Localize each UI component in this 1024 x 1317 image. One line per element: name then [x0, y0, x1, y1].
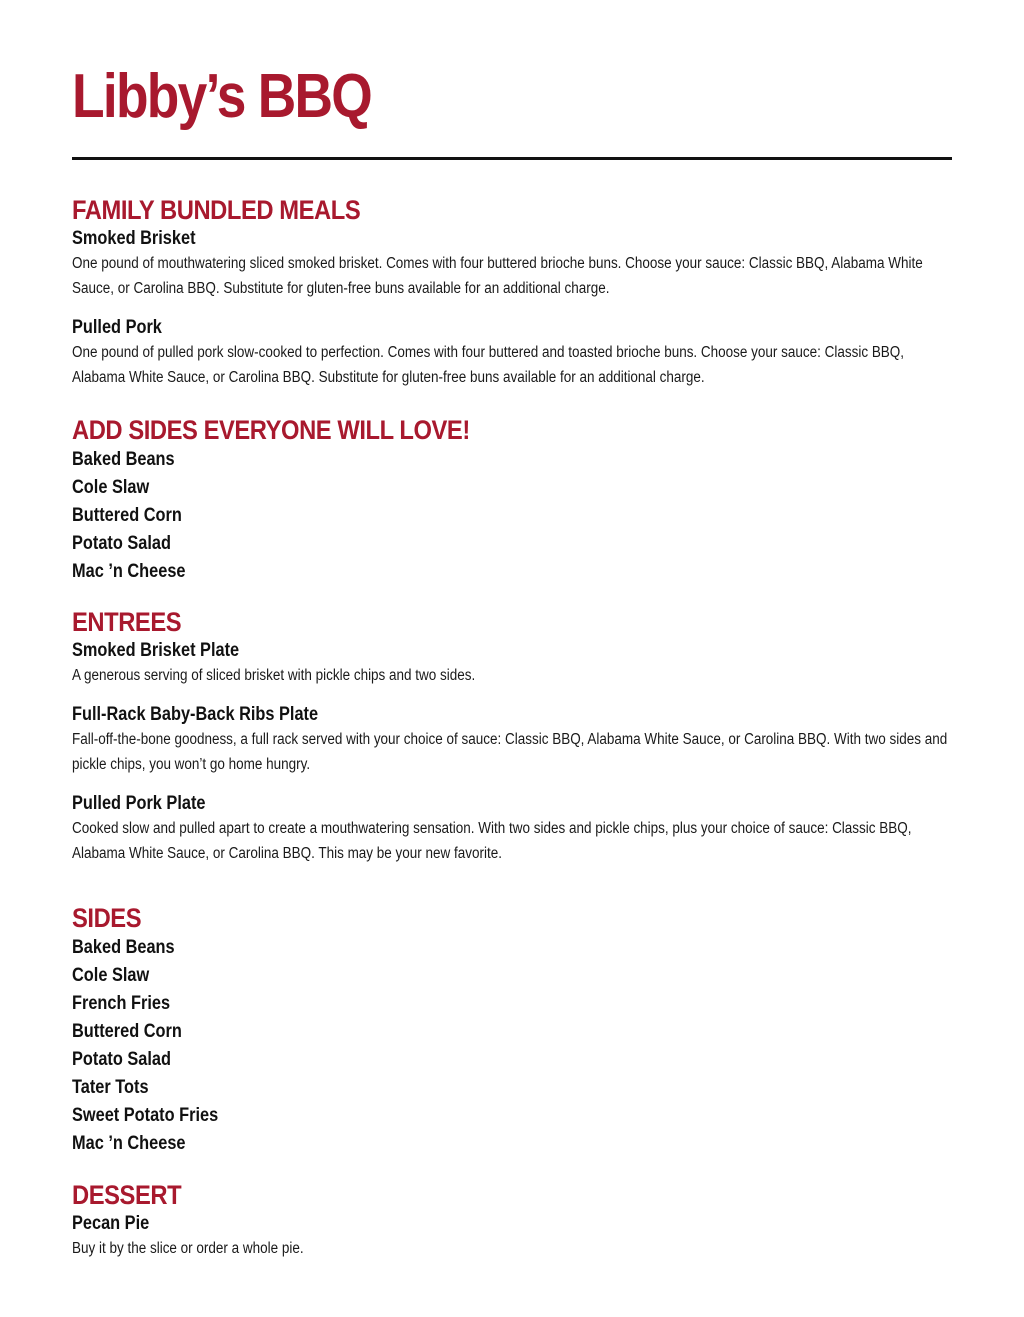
side-item: Baked Beans — [72, 449, 175, 470]
item-description: One pound of mouthwatering sliced smoked brisket. Comes with four buttered brioche buns. Choose your sauce: Classic BBQ, Alabama White Sauce, or Carolina BBQ. Substitute for gluten-free buns available for an additional charge. — [72, 255, 923, 297]
side-item: Sweet Potato Fries — [72, 1105, 219, 1126]
section-heading: SIDES — [72, 903, 142, 933]
side-item: Baked Beans — [72, 937, 175, 958]
item-description: Fall-off-the-bone goodness, a full rack served with your choice of sauce: Classic BBQ, Alabama White Sauce, or Carolina BBQ. With two sides and pickle chips, you won’t go home hungry. — [72, 731, 948, 773]
item-name: Smoked Brisket — [72, 228, 196, 249]
menu-item-smoked-brisket — [72, 226, 952, 301]
section-heading: FAMILY BUNDLED MEALS — [72, 195, 361, 225]
side-item: Mac ’n Cheese — [72, 1133, 186, 1154]
side-item: Cole Slaw — [72, 965, 150, 986]
item-description: One pound of pulled pork slow-cooked to perfection. Comes with four buttered and toasted brioche buns. Choose your sauce: Classic BBQ, Alabama White Sauce, or Carolina BBQ. Substitute for gluten-free buns available for an additional charge. — [72, 344, 905, 386]
section-family-bundled-meals — [72, 194, 952, 404]
side-item: Mac ’n Cheese — [72, 561, 186, 582]
side-item: Buttered Corn — [72, 1021, 182, 1042]
menu-item-pulled-pork — [72, 315, 952, 390]
side-item: Buttered Corn — [72, 505, 182, 526]
section-entrees — [72, 606, 952, 880]
add-sides-list — [72, 446, 952, 586]
item-name: Smoked Brisket Plate — [72, 640, 240, 661]
side-item: Tater Tots — [72, 1077, 149, 1098]
item-name: Pulled Pork Plate — [72, 793, 206, 814]
menu-item-pulled-pork-plate — [72, 791, 952, 866]
item-description: Buy it by the slice or order a whole pie. — [72, 1240, 304, 1257]
section-sides — [72, 902, 952, 1158]
item-description: Cooked slow and pulled apart to create a mouthwatering sensation. With two sides and pickle chips, plus your choice of sauce: Classic BBQ, Alabama White Sauce, or Carolina BBQ. This may be your new favorite. — [72, 820, 912, 862]
menu-item-smoked-brisket-plate — [72, 638, 952, 688]
side-item: Cole Slaw — [72, 477, 150, 498]
section-heading: ENTREES — [72, 607, 182, 637]
item-description: A generous serving of sliced brisket with pickle chips and two sides. — [72, 667, 476, 684]
item-name: Pulled Pork — [72, 317, 162, 338]
side-item: French Fries — [72, 993, 171, 1014]
side-item: Potato Salad — [72, 533, 171, 554]
side-item: Potato Salad — [72, 1049, 171, 1070]
section-add-sides — [72, 414, 952, 586]
section-dessert — [72, 1179, 952, 1275]
restaurant-title: Libby’s BBQ — [72, 62, 372, 131]
title-divider — [72, 157, 952, 160]
menu-item-pecan-pie — [72, 1211, 952, 1261]
section-heading: ADD SIDES EVERYONE WILL LOVE! — [72, 415, 470, 445]
section-heading: DESSERT — [72, 1180, 182, 1210]
menu-item-baby-back-ribs-plate — [72, 702, 952, 777]
sides-list — [72, 934, 952, 1158]
item-name: Pecan Pie — [72, 1213, 150, 1234]
item-name: Full-Rack Baby-Back Ribs Plate — [72, 704, 319, 725]
